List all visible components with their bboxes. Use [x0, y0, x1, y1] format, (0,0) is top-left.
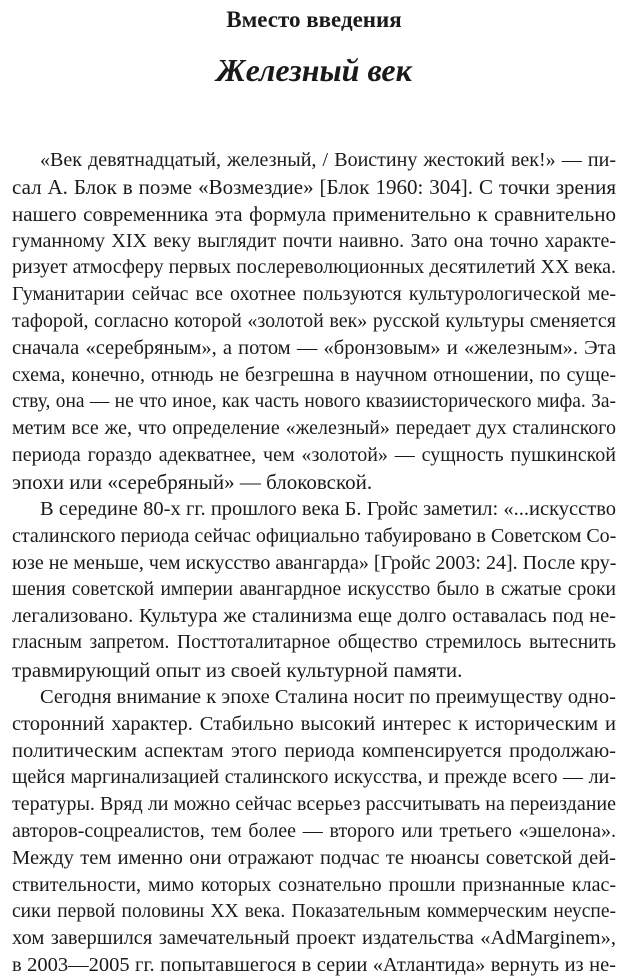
text-line: метим все же, что определение «железный» передает дух сталинского — [12, 417, 616, 440]
text-line: сторонний характер. Стабильно высокий интерес к историческим и — [12, 712, 616, 735]
text-line: легализовано. Культура же сталинизма еще долго оставалась под не- — [12, 605, 616, 628]
text-line: эпохи или «серебряный» — блоковской. — [12, 470, 373, 495]
text-line: сначала «серебряным», а потом — «бронзовым» и «железным». Эта — [12, 336, 616, 359]
text-line: авторов-соцреалистов, тем более — второго или третьего «эшелона». — [12, 820, 616, 843]
text-line: сталинского периода сейчас официально табуировано в Советском Со- — [12, 524, 617, 547]
text-line: схема, конечно, отнюдь не безгрешна в научном отношении, по суще- — [12, 363, 616, 386]
text-line: сики первой половины XX века. Показательным коммерческим неуспе- — [12, 900, 616, 922]
text-line: щейся маргинализацией сталинского искусства, и прежде всего — ли- — [12, 766, 616, 789]
text-line: В середине 80-х гг. прошлого века Б. Гройс заметил: «...искусство — [40, 497, 616, 520]
text-line: Сегодня внимание к эпохе Сталина носит по преимуществу одно- — [40, 685, 616, 708]
text-line: политическим аспектам этого периода компенсируется продолжаю- — [12, 739, 616, 762]
text-line: периода гораздо адекватнее, чем «золотой» — сущность пушкинской — [12, 444, 616, 467]
text-line: шения советской империи авангардное искусство было в сжатые сроки — [12, 578, 616, 600]
text-line: ству, она — не что иное, как часть нового квазиисторического мифа. За- — [12, 390, 616, 412]
text-line: хом завершился замечательный проект издательства «AdMarginem», — [12, 927, 616, 950]
text-line: нашего современника эта формула применительно к сравнительно — [12, 201, 616, 226]
text-line: в 2003—2005 гг. попытавшегося в серии «Атлантида» вернуть из не- — [12, 954, 616, 977]
text-line: гласным запретом. Посттоталитарное общество стремилось вытеснить — [12, 632, 616, 654]
text-line: Гуманитарии сейчас все охотнее пользуются культурологической ме- — [12, 283, 616, 306]
text-line: Между тем именно они отражают подчас те нюансы советской дей- — [12, 846, 616, 869]
text-line: травмирующий опыт из своей культурной памяти. — [12, 658, 463, 683]
text-line: ствительности, мимо которых сознательно прошли признанные клас- — [12, 873, 616, 896]
text-line: тературы. Вряд ли можно сейчас всерьез рассчитывать на переиздание — [12, 793, 616, 816]
body-text — [12, 147, 616, 979]
text-line: ризует атмосферу первых послереволюционных десятилетий XX века. — [12, 256, 616, 279]
text-line: сал А. Блок в поэме «Возмездие» [Блок 1960: 304]. С точки зрения — [12, 174, 616, 199]
text-line: гуманному XIX веку выглядит почти наивно. Зато она точно характе- — [12, 229, 616, 252]
section-title: Вместо введения — [226, 7, 402, 32]
text-line: юзе не меньше, чем искусство авангарда» [Гройс 2003: 24]. После кру- — [12, 551, 617, 574]
text-line: тафорой, согласно которой «золотой век» русской культуры сменяется — [12, 310, 616, 333]
chapter-title: Железный век — [216, 52, 412, 88]
paragraph-1 — [12, 147, 616, 496]
paragraph-2 — [12, 496, 616, 684]
text-line: «Век девятнадцатый, железный, / Воистину жестокий век!» — пи- — [40, 149, 616, 171]
paragraph-3 — [12, 684, 616, 979]
